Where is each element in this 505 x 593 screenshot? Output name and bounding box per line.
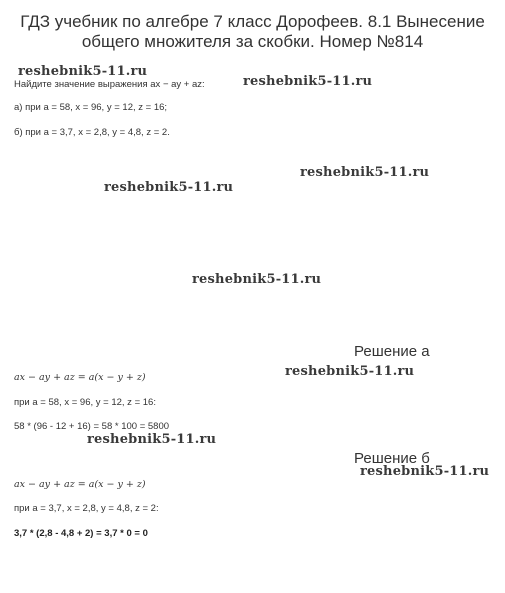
solution-b-formula: ax − ay + az = a(x − y + z) <box>14 479 146 490</box>
watermark-4: reshebnik5-11.ru <box>104 180 234 195</box>
watermark-6: reshebnik5-11.ru <box>285 364 415 379</box>
watermark-5: reshebnik5-11.ru <box>192 272 322 287</box>
page-title-line-1: ГДЗ учебник по алгебре 7 класс Дорофеев. 8.1 Вынесение <box>20 12 485 31</box>
solution-b-heading: Решение б <box>354 450 430 467</box>
solution-a-condition: при a = 58, x = 96, y = 12, z = 16: <box>14 397 156 408</box>
solution-a-formula: ax − ay + az = a(x − y + z) <box>14 372 146 383</box>
page-title <box>0 12 505 52</box>
watermark-3: reshebnik5-11.ru <box>300 165 430 180</box>
watermark-1: reshebnik5-11.ru <box>18 64 148 79</box>
watermark-2: reshebnik5-11.ru <box>243 74 373 89</box>
task-prompt: Найдите значение выражения ax − ay + az: <box>14 79 205 90</box>
solution-a-heading: Решение а <box>354 343 430 360</box>
solution-b-condition: при a = 3,7, x = 2,8, y = 4,8, z = 2: <box>14 503 159 514</box>
solution-b-calc: 3,7 * (2,8 - 4,8 + 2) = 3,7 * 0 = 0 <box>14 528 148 539</box>
watermark-8: reshebnik5-11.ru <box>360 464 490 479</box>
watermark-7: reshebnik5-11.ru <box>87 432 217 447</box>
page-title-line-2: общего множителя за скобки. Номер №814 <box>81 32 424 51</box>
task-item-a: а) при a = 58, x = 96, y = 12, z = 16; <box>14 102 168 113</box>
solution-a-calc: 58 * (96 - 12 + 16) = 58 * 100 = 5800 <box>14 421 170 432</box>
task-item-b: б) при a = 3,7, x = 2,8, y = 4,8, z = 2. <box>14 127 170 138</box>
